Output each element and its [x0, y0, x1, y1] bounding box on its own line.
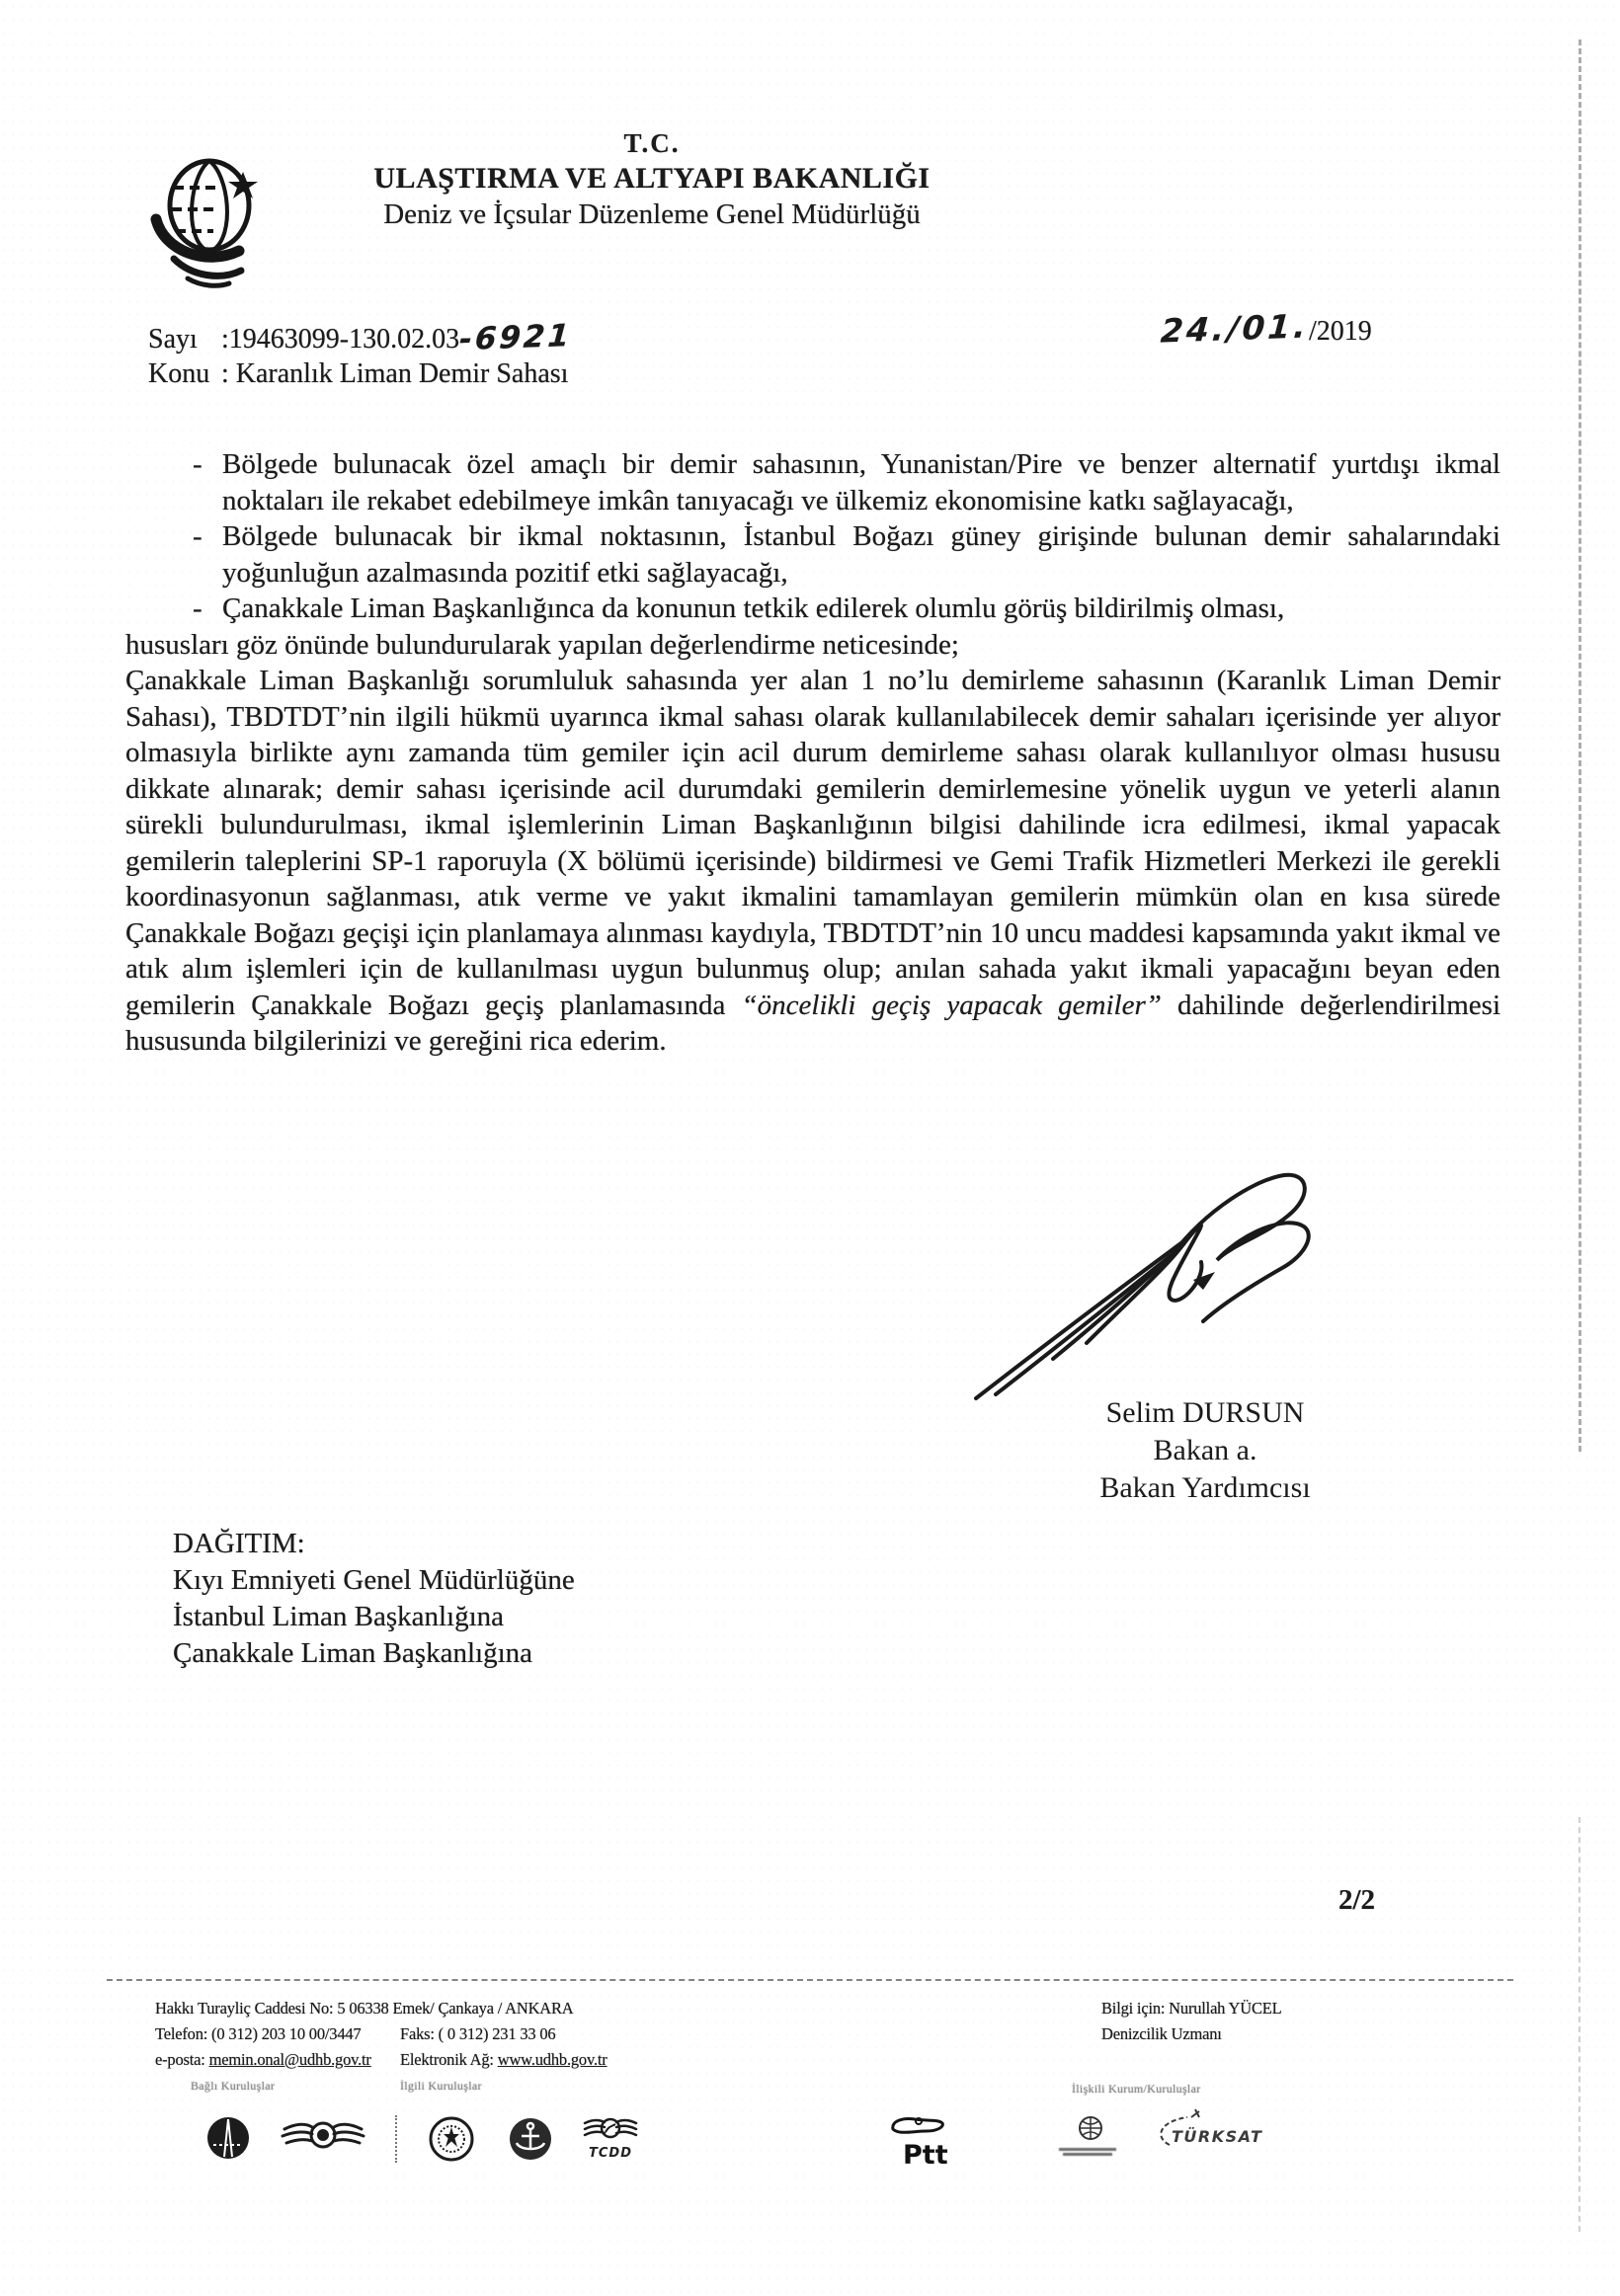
bullet-text: Çanakkale Liman Başkanlığınca da konunun tetkik edilerek olumlu görüş bildirilmiş olması,	[222, 593, 1285, 624]
directorate-name: Deniz ve İçsular Düzenleme Genel Müdürlüğü	[383, 198, 921, 230]
bullet-text: Bölgede bulunacak bir ikmal noktasının, İstanbul Boğazı güney girişinde bulunan demir sahalarındaki yoğunluğun azalmasında pozitif etki sağlayacağı,	[222, 520, 1500, 589]
bullet-item	[125, 591, 1500, 627]
maritime-anchor-seal-logo	[507, 2115, 554, 2163]
distribution-item: Kıyı Emniyeti Genel Müdürlüğüne	[173, 1564, 575, 1596]
handwritten-signature	[968, 1163, 1334, 1410]
after-bullets-line: hususları göz önünde bulundurularak yapılan değerlendirme neticesinde;	[125, 628, 959, 661]
bullet-item	[125, 518, 1500, 591]
signatory-name: Selim DURSUN	[1105, 1396, 1305, 1429]
round-seal-logo	[428, 2115, 475, 2163]
website-link[interactable]: www.udhb.gov.tr	[497, 2050, 608, 2069]
sayi-value	[221, 317, 574, 358]
letter-body	[125, 446, 1500, 1060]
bullet-dash: -	[193, 593, 202, 624]
bullet-dash: -	[193, 448, 202, 480]
footer-contact-person: Bilgi için: Nurullah YÜCEL	[1101, 1999, 1282, 2018]
footer-web-row	[400, 2050, 608, 2070]
email-link[interactable]: memin.onal@udhb.gov.tr	[208, 2050, 371, 2069]
affiliated-institutions-label: Bağlı Kuruluşlar	[191, 2079, 276, 2093]
tcdd-wings-icon	[583, 2115, 638, 2141]
sayi-printed-number: :19463099-130.02.03	[221, 324, 460, 355]
distribution-item: İstanbul Liman Başkanlığına	[173, 1601, 505, 1632]
civil-aviation-wings-logo	[281, 2115, 365, 2157]
sayi-handwritten-number: -6921	[457, 317, 574, 358]
main-paragraph-part2: dahilinde değerlendirilmesi hususunda bilgilerinizi ve gereğini rica ederim.	[125, 989, 1501, 1057]
web-label: Elektronik Ağ:	[400, 2050, 498, 2069]
bullet-text: Bölgede bulunacak özel amaçlı bir demir sahasının, Yunanistan/Pire ve benzer alternatif yurtdışı ikmal noktaları ile rekabet edebilmeye imkân tanıyacağı ve ülkemiz ekonomisine katkı sağlayacağı,	[222, 448, 1500, 516]
distribution-item: Çanakkale Liman Başkanlığına	[173, 1637, 533, 1669]
post-horn-icon	[889, 2115, 946, 2139]
star-icon	[228, 172, 258, 198]
tcdd-label: TCDD	[589, 2146, 632, 2161]
page-fold-line	[1579, 40, 1581, 1452]
sayi-label: Sayı	[148, 324, 198, 355]
sayi-row	[148, 317, 574, 358]
logo-divider	[395, 2115, 397, 2163]
bullet-item	[125, 446, 1500, 518]
highway-institution-logo	[205, 2115, 251, 2161]
footer-phone: Telefon: (0 312) 203 10 00/3447	[155, 2024, 362, 2043]
related-institutions-label: İlgili Kuruluşlar	[400, 2079, 482, 2093]
turksat-logo	[1158, 2115, 1262, 2146]
micro-text-bar	[1063, 2153, 1112, 2156]
ministry-name: ULAŞTIRMA VE ALTYAPI BAKANLIĞI	[373, 162, 931, 195]
footer-fax: Faks: ( 0 312) 231 33 06	[400, 2024, 556, 2043]
konu-value: : Karanlık Liman Demir Sahası	[221, 358, 569, 389]
micro-text-bar	[1059, 2148, 1116, 2151]
page-fold-line-lower	[1579, 1817, 1580, 2232]
small-globe-icon	[1078, 2115, 1103, 2141]
letterhead	[326, 128, 978, 231]
tcdd-logo	[581, 2115, 640, 2161]
konu-label: Konu	[148, 358, 210, 389]
date-printed-part: /2019	[1308, 316, 1372, 347]
email-label: e-posta:	[155, 2050, 209, 2069]
telecom-authority-globe-logo	[1059, 2115, 1122, 2156]
date-handwritten-part: 24./01.	[1159, 306, 1311, 351]
footer-contact-title: Denizcilik Uzmanı	[1101, 2024, 1222, 2043]
ptt-logo	[889, 2115, 948, 2171]
konu-row	[148, 356, 572, 391]
distribution-label: DAĞITIM:	[173, 1528, 305, 1559]
related-bodies-label: İlişkili Kurum/Kuruluşlar	[1072, 2082, 1201, 2096]
footer-address: Hakkı Turayliç Caddesi No: 5 06338 Emek/ Çankaya / ANKARA	[155, 1999, 574, 2018]
quoted-phrase: “öncelikli geçiş yapacak gemiler”	[741, 989, 1162, 1021]
footer-email-row	[155, 2050, 371, 2070]
bullet-dash: -	[193, 520, 202, 552]
main-paragraph-part1: Çanakkale Liman Başkanlığı sorumluluk sahasında yer alan 1 no’lu demirleme sahasının (Karanlık Liman Demir Sahası), TBDTDT’nin ilgili hükmü uyarınca ikmal sahası olarak kullanılabilecek demir sahaları içerisinde yer alıyor olmasıyla birlikte aynı zamanda tüm gemiler için acil durum demirleme sahası olarak kullanılıyor olması hususu dikkate alınarak; demir sahası içerisinde acil durumdaki gemilerin demirlemesine yönelik uygun ve yeterli alanın sürekli bulundurulması, ikmal işlemlerinin Liman Başkanlığının bilgisi dahilinde icra edilmesi, ikmal yapacak gemilerin taleplerini SP-1 raporuyla (X bölümü içerisinde) bildirmesi ve Gemi Trafik Hizmetleri Merkezi ile gerekli koordinasyonun sağlanması, atık verme ve yakıt ikmalini tamamlayan gemilerin mümkün olan en kısa sürede Çanakkale Boğazı geçişi için planlamaya alınması kaydıyla, TBDTDT’nin 10 uncu maddesi kapsamında yakıt ikmal ve atık alım işlemleri için de kullanılması uygun bulunmuş olup; anılan sahada yakıt ikmali yapacağını beyan eden gemilerin Çanakkale Boğazı geçiş planlamasında	[125, 665, 1500, 1021]
distribution-list	[173, 1526, 575, 1672]
signatory-title-1: Bakan a.	[1153, 1434, 1257, 1466]
document-date	[1159, 306, 1372, 351]
signature-block	[1027, 1394, 1383, 1507]
document-meta	[148, 317, 574, 391]
republic-abbreviation: T.C.	[623, 128, 681, 158]
ministry-globe-logo	[144, 148, 278, 291]
main-paragraph	[125, 663, 1500, 1060]
satellite-orbit-icon	[1152, 2107, 1263, 2153]
footer-separator	[107, 1979, 1513, 1981]
ptt-label: Ptt	[903, 2140, 948, 2171]
page-number: 2/2	[1338, 1884, 1376, 1916]
signatory-title-2: Bakan Yardımcısı	[1099, 1471, 1311, 1504]
turksat-label: TÜRKSAT	[1172, 2127, 1263, 2146]
